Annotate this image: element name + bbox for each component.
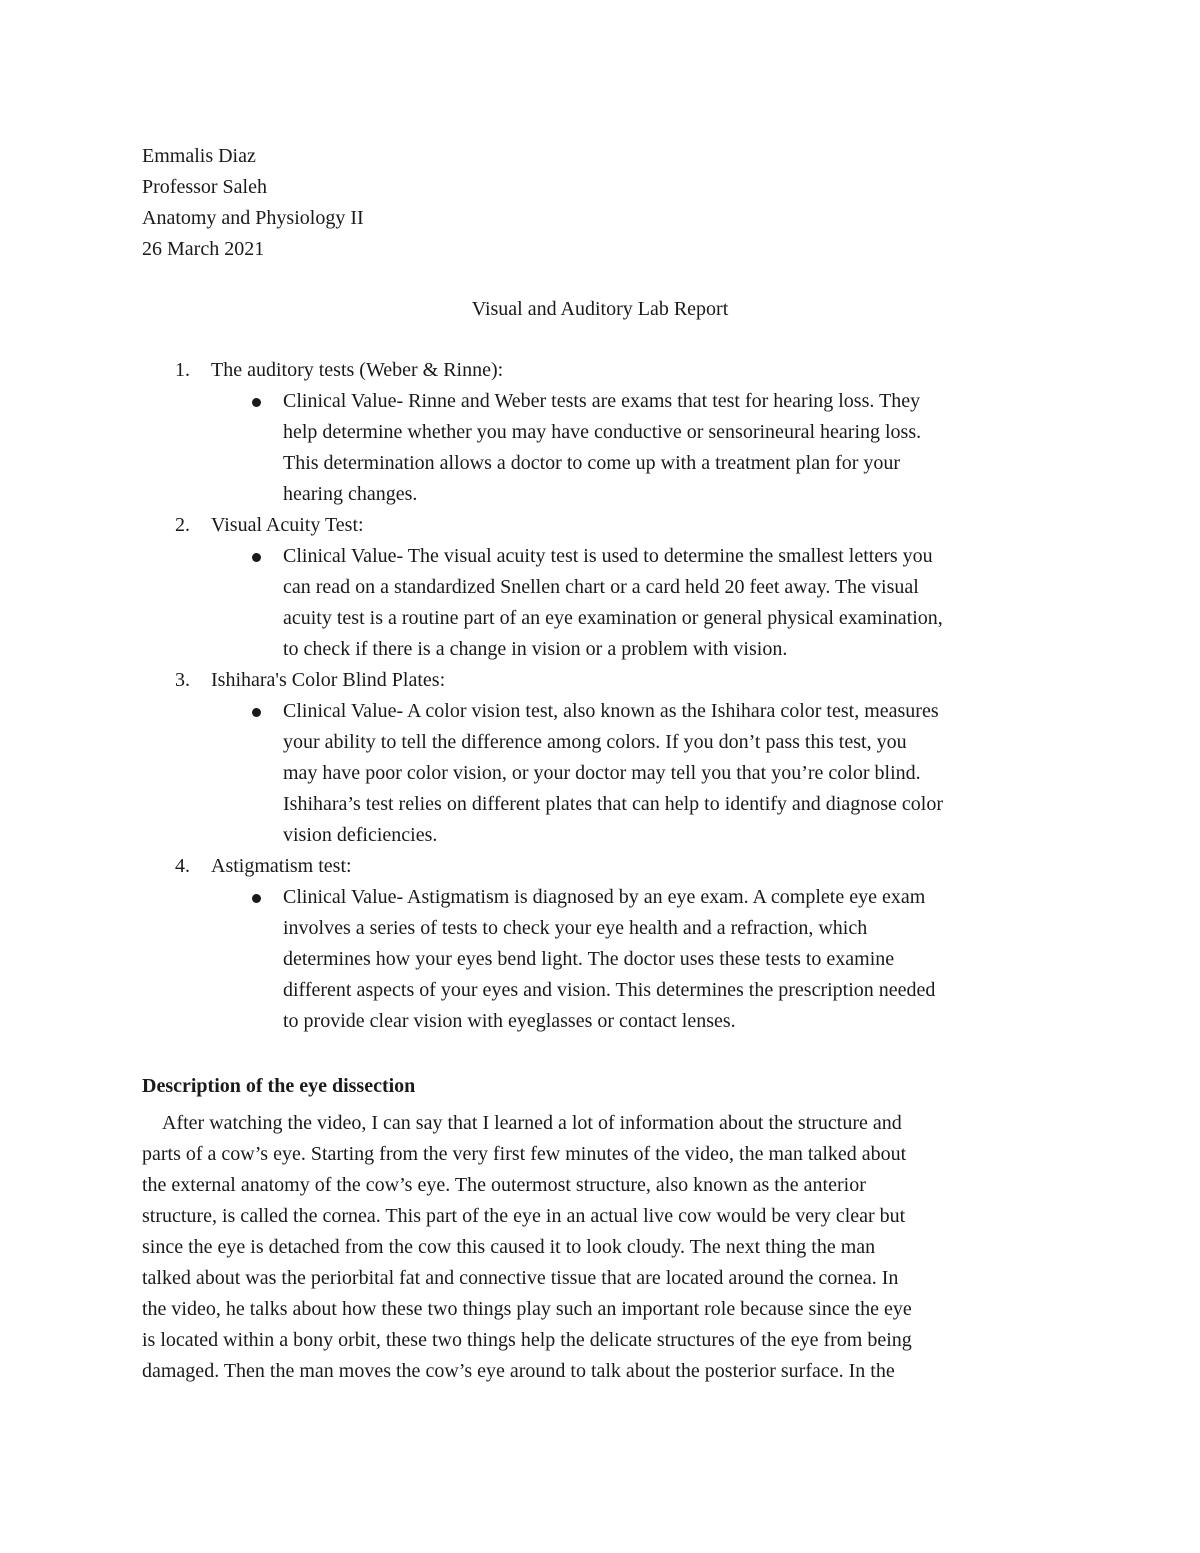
document-title: Visual and Auditory Lab Report <box>471 298 729 320</box>
paragraph-line: since the eye is detached from the cow this caused it to look cloudy. The next thing the man <box>142 1236 876 1258</box>
bullet-line: Clinical Value- Rinne and Weber tests are exams that test for hearing loss. They <box>283 390 921 412</box>
bullet-dot-icon <box>252 398 261 407</box>
item-label: Astigmatism test: <box>211 855 352 877</box>
bullet-line: Clinical Value- The visual acuity test is used to determine the smallest letters you <box>283 545 933 567</box>
list-item <box>142 665 1082 851</box>
item-label: Ishihara's Color Blind Plates: <box>211 669 446 691</box>
student-name: Emmalis Diaz <box>142 145 256 167</box>
bullet-line: to provide clear vision with eyeglasses or contact lenses. <box>283 1010 736 1032</box>
bullet-line: Clinical Value- Astigmatism is diagnosed by an eye exam. A complete eye exam <box>283 886 926 908</box>
bullet-line: Clinical Value- A color vision test, also known as the Ishihara color test, measures <box>283 700 939 722</box>
section-heading: Description of the eye dissection <box>142 1075 416 1097</box>
bullet-line: to check if there is a change in vision or a problem with vision. <box>283 638 788 660</box>
list-item <box>142 851 1082 1037</box>
clinical-value-bullet <box>211 541 1082 665</box>
bullet-dot-icon <box>252 708 261 717</box>
course-name: Anatomy and Physiology II <box>142 207 364 229</box>
clinical-value-bullet <box>211 386 1082 510</box>
list-item <box>142 510 1082 665</box>
list-item <box>142 355 1082 510</box>
bullet-line: may have poor color vision, or your doctor may tell you that you’re color blind. <box>283 762 921 784</box>
bullet-line: This determination allows a doctor to come up with a treatment plan for your <box>283 452 901 474</box>
item-number: 4. <box>175 855 190 877</box>
bullet-line: your ability to tell the difference among colors. If you don’t pass this test, you <box>283 731 907 753</box>
item-number: 3. <box>175 669 190 691</box>
paragraph-line: the video, he talks about how these two things play such an important role because since the eye <box>142 1298 912 1320</box>
item-number: 2. <box>175 514 190 536</box>
bullet-line: Ishihara’s test relies on different plates that can help to identify and diagnose color <box>283 793 943 815</box>
item-label: Visual Acuity Test: <box>211 514 364 536</box>
paragraph-line: structure, is called the cornea. This part of the eye in an actual live cow would be very clear but <box>142 1205 906 1227</box>
bullet-line: different aspects of your eyes and vision. This determines the prescription needed <box>283 979 936 1001</box>
bullet-line: acuity test is a routine part of an eye examination or general physical examination, <box>283 607 943 629</box>
header-block <box>142 141 364 265</box>
item-label: The auditory tests (Weber & Rinne): <box>211 359 504 381</box>
paragraph-line: talked about was the periorbital fat and connective tissue that are located around the cornea. In <box>142 1267 899 1289</box>
bullet-line: hearing changes. <box>283 483 418 505</box>
paragraph-line: damaged. Then the man moves the cow’s eye around to talk about the posterior surface. In the <box>142 1360 895 1382</box>
professor-name: Professor Saleh <box>142 176 267 198</box>
report-date: 26 March 2021 <box>142 238 265 260</box>
clinical-value-bullet <box>211 882 1082 1037</box>
bullet-dot-icon <box>252 553 261 562</box>
bullet-dot-icon <box>252 894 261 903</box>
dissection-paragraph <box>142 1108 912 1387</box>
paragraph-line: parts of a cow’s eye. Starting from the very first few minutes of the video, the man talked about <box>142 1143 907 1165</box>
bullet-line: help determine whether you may have conductive or sensorineural hearing loss. <box>283 421 922 443</box>
bullet-line: involves a series of tests to check your eye health and a refraction, which <box>283 917 868 939</box>
clinical-value-bullet <box>211 696 1082 851</box>
bullet-line: can read on a standardized Snellen chart or a card held 20 feet away. The visual <box>283 576 919 598</box>
paragraph-line: is located within a bony orbit, these two things help the delicate structures of the eye from being <box>142 1329 912 1351</box>
item-number: 1. <box>175 359 190 381</box>
bullet-line: determines how your eyes bend light. The doctor uses these tests to examine <box>283 948 895 970</box>
paragraph-line: the external anatomy of the cow’s eye. The outermost structure, also known as the anterior <box>142 1174 866 1196</box>
paragraph-line: After watching the video, I can say that I learned a lot of information about the structure and <box>162 1112 902 1134</box>
bullet-line: vision deficiencies. <box>283 824 438 846</box>
tests-list <box>142 355 1082 1037</box>
